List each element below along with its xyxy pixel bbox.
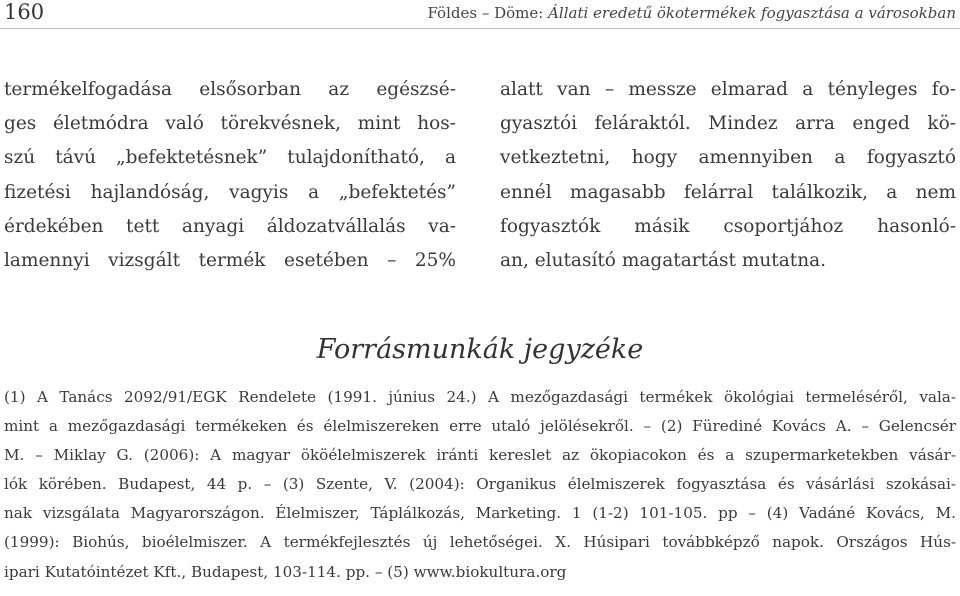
references-list	[4, 383, 956, 587]
right-column-line: fogyasztók másik csoportjához hasonló-	[500, 215, 956, 237]
references-heading: Forrásmunkák jegyzéke	[316, 334, 644, 365]
page-header	[0, 0, 960, 29]
left-column-line: ges életmódra való törekvésnek, mint hos-	[4, 113, 456, 135]
right-column-line: an, elutasító magatartást mutatna.	[500, 249, 827, 271]
reference-line: (1) A Tanács 2092/91/EGK Rendelete (1991. június 24.) A mezőgazdasági termékek ökológiai termeléséről, vala-	[4, 388, 956, 406]
reference-line: (1999): Biohús, bioélelmiszer. A termékfejlesztés új lehetőségei. X. Húsipari továbbképző napok. Országos Hús-	[4, 533, 956, 552]
left-column-text	[4, 73, 456, 278]
reference-line: ipari Kutatóintézet Kft., Budapest, 103-114. pp. – (5) www.biokultura.org	[4, 562, 567, 581]
reference-line: lók körében. Budapest, 44 p. – (3) Szente, V. (2004): Organikus élelmiszerek fogyasztása és vásárlási szokásai-	[4, 475, 956, 494]
right-column-line: alatt van – messze elmarad a tényleges fo-	[500, 79, 956, 100]
left-column-line: termékelfogadása elsősorban az egészsé-	[4, 79, 456, 100]
left-column-line: érdekében tett anyagi áldozatvállalás va-	[4, 215, 456, 237]
page-number: 160	[4, 0, 45, 24]
left-column-line: lamennyi vizsgált termék esetében – 25%	[4, 249, 456, 271]
reference-line: mint a mezőgazdasági termékeken és élelmiszereken erre utaló jelölésekről. – (2) Fürediné Kovács A. – Gelencsér	[4, 417, 956, 436]
running-head	[427, 3, 956, 23]
right-column-line: vetkeztetni, hogy amennyiben a fogyasztó	[500, 147, 956, 169]
left-column-line: szú távú „befektetésnek” tulajdonítható, a	[4, 147, 456, 169]
reference-line: M. – Miklay G. (2006): A magyar ököélelmiszerek iránti kereslet az ökopiacokon és a szupermarketekben vásár-	[4, 446, 956, 465]
left-column-line: fizetési hajlandóság, vagyis a „befektetés”	[4, 181, 456, 203]
running-head-title: Állati eredetű ökotermékek fogyasztása a városokban	[548, 4, 956, 22]
right-column-line: ennél magasabb felárral találkozik, a nem	[500, 181, 956, 203]
reference-line: nak vizsgálata Magyarországon. Élelmiszer, Táplálkozás, Marketing. 1 (1-2) 101-105. pp – (4) Vadáné Kovács, M.	[4, 504, 956, 523]
right-column-line: gyasztói feláraktól. Mindez arra enged kö-	[500, 113, 956, 135]
right-column-text	[500, 73, 956, 278]
running-head-authors: Földes – Döme:	[427, 4, 549, 22]
